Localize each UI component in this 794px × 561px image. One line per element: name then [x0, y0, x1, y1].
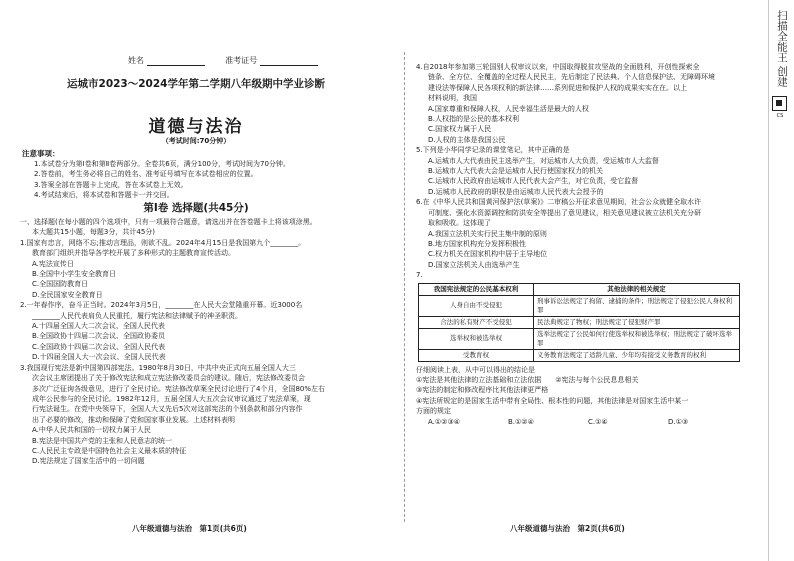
option: C.人民民主专政是中国特色社会主义最本质的特征 — [32, 446, 187, 455]
id-label: 准考证号 — [225, 56, 258, 65]
question-3-stem: 成年公民参与的全民讨论。1982年12月，五届全国人大五次会议审议通过了宪法草案，现 — [32, 394, 311, 403]
question-6-stem: 取和吸收。这体现了 — [428, 219, 491, 228]
option: A.中华人民共和国的一切权力属于人民 — [32, 426, 151, 435]
option: A.我国立法机关实行民主集中制的原则 — [428, 229, 547, 238]
name-row — [128, 55, 336, 66]
table-cell: 民法典规定了物权；刑法规定了侵犯财产罪 — [534, 316, 740, 328]
question-3-stem: 次会议主席团提出了关于修改宪法和成立宪法修改委员会的建议。随后，宪法修改委员会 — [32, 374, 305, 383]
option: D.国家立法机关人由选举产生 — [428, 260, 520, 269]
question-2-stem: ________人民代表肩负人民重托，履行宪法和法律赋予的神圣职责。 — [32, 311, 242, 320]
statement: ③宪法的制定和修改程序比其他法律更严格 — [416, 386, 549, 395]
page-2-footer: 八年级道德与法治 第2页(共6页) — [510, 524, 625, 533]
option: C.①④ — [588, 417, 608, 426]
option: A.宪法宣传日 — [32, 259, 74, 268]
option: B.人权指的是公民的基本权利 — [428, 115, 520, 124]
option: A.运城市人大代表由民主选举产生，对运城市人大负责，受运城市人大监督 — [428, 156, 659, 165]
option: D.全民国家安全教育日 — [32, 290, 103, 299]
option: B.①②④ — [508, 417, 534, 426]
option: C.运城市人民政府由运城市人民代表大会产生，对它负责，受它监督 — [428, 177, 639, 186]
question-6-stem: 6.在《中华人民共和国黄河保护法(草案)》二审稿公开征求意见期间，社会公众就健全取水许 — [416, 198, 702, 207]
question-7-options — [416, 417, 766, 428]
table-header-row — [419, 283, 740, 295]
option: B.全国中小学生安全教育日 — [32, 270, 117, 279]
statement: ④宪法所规定的是国家生活中带有全局性、根本性的问题，其他法律是对国家生活中某一 — [416, 396, 689, 405]
volume-title: 第Ⅰ卷 选择题(共45分) — [143, 202, 249, 214]
scanner-text: 扫描全能王 创建 — [776, 10, 788, 87]
question-3-stem: 行宪法诞生。在党中央领导下，全国人大又先后5次对这部宪法的个别条款和部分内容作 — [32, 405, 303, 414]
option: D.宪法规定了国家生活中的一切问题 — [32, 457, 145, 466]
option: A.十四届全国人大二次会议、全国人民代表 — [32, 322, 165, 331]
table-cell: 受教育权 — [419, 349, 534, 361]
question-1-stem: 教育部门组织并指导各学校开展了多种形式的主题教育宣传活动。 — [32, 249, 235, 258]
option: C.国家权力属于人民 — [428, 125, 492, 134]
scanner-watermark — [768, 0, 794, 561]
table-row — [419, 349, 740, 361]
notice-item: 1.本试卷分为第Ⅰ卷和第Ⅱ卷两部分。全卷共6页，满分100分，考试时间为70分钟。 — [34, 160, 290, 168]
statement: 方面的规定 — [416, 407, 451, 416]
section-instruction: 一、选择题(在每小题的四个选项中，只有一项最符合题意，请选出并在答卷题卡上将该项涂黑。 — [20, 218, 317, 226]
name-blank — [147, 57, 205, 66]
notice-heading: 注意事项： — [22, 149, 60, 158]
table-header: 我国宪法规定的公民基本权利 — [419, 283, 534, 295]
table-cell: 刑事诉讼法规定了拘留、逮捕的条件；刑法规定了侵犯公民人身权利罪 — [534, 295, 740, 316]
option: D.①③ — [668, 417, 689, 426]
scanner-logo-icon — [772, 96, 787, 111]
page-1-footer: 八年级道德与法治 第1页(共6页) — [132, 524, 247, 533]
question-6-stem: 可制度、强化水资源调控和防洪安全等提出了意见建议，相关意见建议被立法机关充分研 — [428, 208, 701, 217]
notice-item: 4.考试结束后，将本试卷和答题卡一并交回。 — [34, 191, 174, 200]
question-5-stem: 5.下列是小华同学记录的课堂笔记，其中正确的是 — [416, 146, 570, 155]
scanner-logo-label: CS — [776, 113, 784, 119]
question-4-stem: 4.自2018年参加第三轮国别人权审议以来，中国取得脱贫攻坚战的全面胜利，开创性探索全 — [416, 63, 700, 71]
table-header: 其他法律的相关规定 — [534, 283, 740, 295]
option: B.地方国家机构充分发挥积极性 — [428, 239, 527, 248]
exam-title: 运城市2023～2024学年第二学期八年级期中学业诊断 — [67, 78, 325, 90]
question-7-stem: 仔细阅读上表，从中可以得出的结论是 — [416, 365, 535, 374]
table-cell: 选举权和被选举权 — [419, 328, 534, 349]
notice-item: 3.答案全部在答题卡上完成，答在本试卷上无效。 — [34, 180, 188, 189]
option: D.运城市人民政府的职权是由运城市人民代表大会授予的 — [428, 187, 604, 196]
section-instruction: 本大题共15小题，每题3分，共计45分) — [32, 228, 155, 237]
statement: ①宪法是其他法律的立法基础和立法依据 ②宪法与每个公民息息相关 — [416, 375, 639, 384]
scan-edge — [768, 0, 769, 561]
option: C.全国国防教育日 — [32, 280, 89, 289]
page-divider — [404, 52, 405, 522]
question-4-stem: 材料说明，我国 — [428, 94, 477, 103]
right-questions — [416, 62, 766, 428]
question-1-stem: 1.国家有忠言，网络不忘;推动言理品，则欲不乱。2024年4月15日是我国第九个________。 — [20, 238, 306, 247]
option: C.全国政协十四届二次会议、全国人民代表 — [32, 342, 166, 351]
question-4-stem: 链条、全方位、全覆盖的全过程人民民主，先后制定了民法典、个人信息保护法、无障碍环境 — [428, 73, 715, 82]
name-label: 姓名 — [128, 56, 144, 65]
subject-title: 道德与法治 — [148, 117, 244, 137]
left-questions — [20, 217, 392, 467]
exam-time: （考试时间:70分钟） — [161, 137, 231, 145]
question-4-stem: 建设法等保障人民各项权利的新法律……系列促进和保护人权的成果实实在在。以上 — [428, 83, 687, 92]
table-cell: 选举法规定了公民如何行使选举权和被选举权；刑法规定了破坏选举罪 — [534, 328, 740, 349]
option: C.权力机关在国家机构中居于主导地位 — [428, 250, 548, 259]
option: B.宪法是中国共产党的主张和人民意志的统一 — [32, 436, 173, 445]
notice-block — [22, 148, 392, 201]
option: B.全国政协十四届二次会议、全国政协委员 — [32, 332, 166, 341]
notice-item: 2.答卷前，考生务必将自己的姓名、准考证号填写在本试卷相应的位置。 — [34, 170, 258, 179]
table-row — [419, 328, 740, 349]
question-3-stem: 多次广泛征询各级意见，进行了全民讨论。宪法修改草案全民讨论进行了4个月，全国80%左右 — [32, 384, 326, 393]
rights-table — [418, 283, 740, 362]
table-cell: 合法的私有财产不受侵犯 — [419, 316, 534, 328]
id-blank — [260, 57, 318, 66]
option: B.运城市人大代表大会是运城市人民行使国家权力的机关 — [428, 167, 604, 176]
table-row — [419, 295, 740, 316]
question-3-stem: 3.我国现行宪法是新中国第四部宪法。1980年8月30日，中共中央正式向五届全国人大三 — [20, 363, 296, 372]
table-row — [419, 316, 740, 328]
question-2-stem: 2.一年春作序，奋斗正当时。2024年3月5日，________在人民大会堂隆重开幕。近3000名 — [20, 301, 303, 310]
option: D.人权的主体是我国公民 — [428, 135, 506, 144]
option: D.十四届全国人大一次会议、全国人民代表 — [32, 353, 166, 362]
option: A.①②③④ — [428, 417, 460, 426]
question-7-number: 7. — [416, 271, 423, 280]
table-cell: 义务教育法规定了适龄儿童、少年均有接受义务教育的权利 — [534, 349, 740, 361]
question-3-stem: 出了必要的修改，推动和保障了党和国家事业发展。上述材料表明 — [32, 415, 235, 424]
option: A.国家尊重和保障人权，人民幸福生活是最大的人权 — [428, 104, 589, 113]
table-cell: 人身自由不受侵犯 — [419, 295, 534, 316]
